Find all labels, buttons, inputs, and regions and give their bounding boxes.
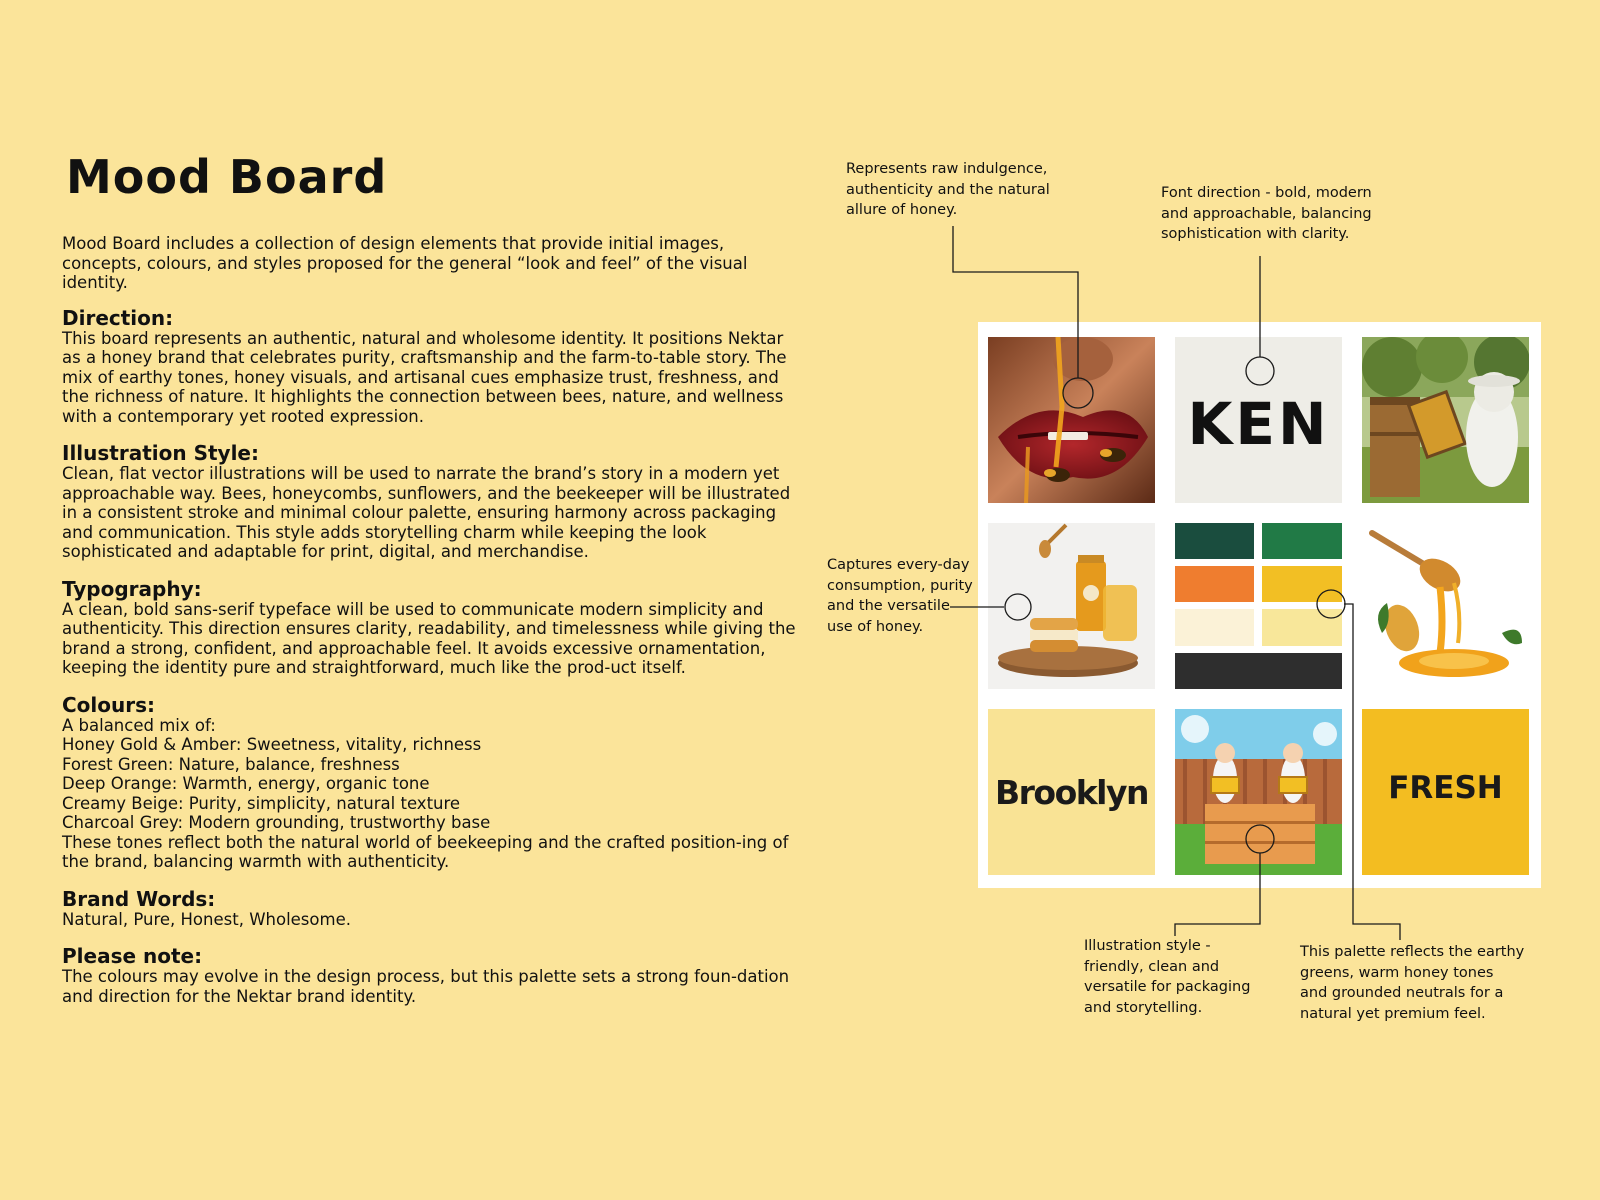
section-illustration-style xyxy=(62,442,802,562)
tile-beekeepers-illustration xyxy=(1175,709,1342,875)
section-heading: Typography: xyxy=(62,576,202,601)
section-colours xyxy=(62,694,802,872)
callout-palette: This palette reflects the earthy greens, warm honey tones and grounded neutrals for a natural yet premium feel. xyxy=(1300,944,1525,1022)
honey-lips-illustration xyxy=(988,337,1155,503)
colour-line: Charcoal Grey: Modern grounding, trustworthy base xyxy=(62,813,491,832)
tile-honey-dipper-photo xyxy=(1362,523,1529,689)
swatch-charcoal xyxy=(1175,653,1342,689)
swatch-green xyxy=(1262,523,1342,559)
swatch-cream xyxy=(1175,609,1254,646)
section-typography xyxy=(62,578,802,678)
tile-honey-breakfast-photo xyxy=(988,523,1155,689)
swatch-deep-orange xyxy=(1175,566,1254,602)
callout-font: Font direction - bold, modern and approachable, balancing sophistication with clarity. xyxy=(1161,185,1372,243)
intro-text: Mood Board includes a collection of design elements that provide initial images, concepts, colours, and styles proposed for the general “look and feel” of the visual identity. xyxy=(62,234,748,292)
section-heading: Please note: xyxy=(62,944,203,968)
section-heading: Direction: xyxy=(62,305,174,330)
callout-illustration: Illustration style - friendly, clean and versatile for packaging and storytelling. xyxy=(1084,938,1251,1016)
tile-honey-lips-photo xyxy=(988,337,1155,503)
colour-line: Creamy Beige: Purity, simplicity, natural texture xyxy=(62,793,461,813)
colour-line: Forest Green: Nature, balance, freshness xyxy=(62,754,400,774)
mood-board-grid xyxy=(978,322,1541,888)
section-brand-words xyxy=(62,888,802,930)
section-body: This board represents an authentic, natural and wholesome identity. It positions Nektar as a honey brand that celebrates purity, craftsmanship and the farm-to-table story. The mix of earthy tones, honey visuals, and artisanal cues emphasize trust, freshness, and the richness of nature. It highlights the connection between bees, nature, and wellness with a contemporary yet rooted expression. xyxy=(62,328,787,426)
page-title: Mood Board xyxy=(66,150,388,204)
section-body: The colours may evolve in the design process, but this palette sets a strong foun-dation and direction for the Nektar brand identity. xyxy=(62,967,790,1006)
swatch-forest-green xyxy=(1175,523,1254,559)
section-body xyxy=(62,716,802,872)
section-heading: Colours: xyxy=(62,692,156,717)
section-body: Clean, flat vector illustrations will be used to narrate the brand’s story in a modern yet approachable way. Bees, honeycombs, sunflowers, and the beekeeper will be illustrated in a consistent stroke and minimal colour palette, ensuring harmony across packaging and communication. This style adds storytelling charm while keeping the look sophisticated and adaptable for print, digital, and merchandise. xyxy=(62,464,791,561)
section-heading: Illustration Style: xyxy=(62,441,259,465)
tile-beekeeper-photo xyxy=(1362,337,1529,503)
colour-line: Deep Orange: Warmth, energy, organic tone xyxy=(62,774,430,793)
font-sample-fresh: FRESH xyxy=(1388,770,1503,806)
colour-line: A balanced mix of: xyxy=(62,715,216,735)
colour-line: These tones reflect both the natural world of beekeeping and the crafted position-ing of the brand, balancing warmth with authenticity. xyxy=(62,832,789,871)
swatch-honey-gold xyxy=(1262,566,1342,602)
callout-lips: Represents raw indulgence, authenticity and the natural allure of honey. xyxy=(846,161,1050,219)
beekeepers-cartoon-illustration xyxy=(1175,709,1342,875)
text-column xyxy=(62,150,802,1022)
font-sample-brooklyn: Brooklyn xyxy=(994,772,1149,812)
honey-dipper-illustration xyxy=(1362,523,1529,689)
callout-consumption: Captures every-day consumption, purity and the versatile use of honey. xyxy=(827,557,973,635)
tile-font-sample-brooklyn xyxy=(988,709,1155,875)
tile-colour-palette xyxy=(1175,523,1342,689)
section-direction xyxy=(62,307,802,427)
honey-breakfast-illustration xyxy=(988,523,1155,689)
section-please-note xyxy=(62,945,802,1006)
font-sample-ken: KEN xyxy=(1187,390,1330,458)
beekeeper-photo-illustration xyxy=(1362,337,1529,503)
section-heading: Brand Words: xyxy=(62,886,216,911)
tile-font-sample-ken xyxy=(1175,337,1342,503)
swatch-beige xyxy=(1262,609,1342,646)
colour-line: Honey Gold & Amber: Sweetness, vitality, richness xyxy=(62,735,482,754)
section-body: A clean, bold sans-serif typeface will be used to communicate modern simplicity and authenticity. This direction ensures clarity, readability, and timelessness while giving the brand a strong, confident, and approachable feel. It avoids excessive ornamentation, keeping the identity pure and straightforward, much like the prod-uct itself. xyxy=(62,599,796,677)
section-body: Natural, Pure, Honest, Wholesome. xyxy=(62,909,351,929)
tile-font-sample-fresh xyxy=(1362,709,1529,875)
